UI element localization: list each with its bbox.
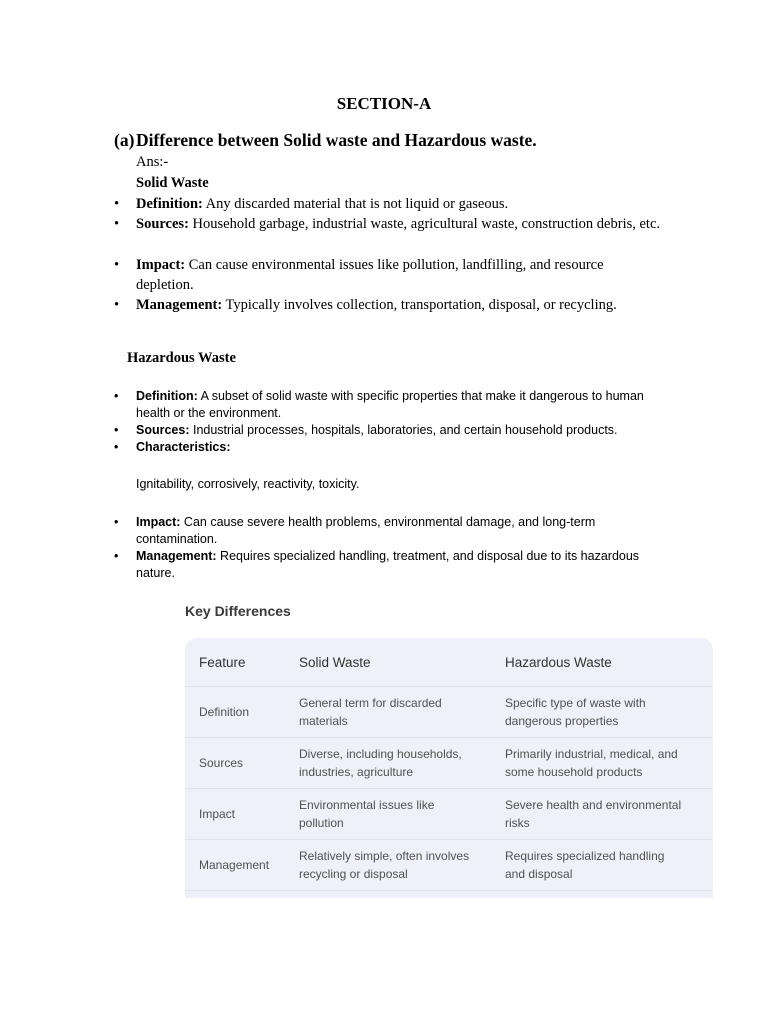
- solid-waste-list: [114, 194, 664, 315]
- cell-text: Specific type of waste with dangerous properties: [505, 696, 646, 728]
- table-header-row: [185, 638, 713, 687]
- list-item: [114, 548, 674, 582]
- item-term: Impact:: [136, 515, 181, 529]
- item-term: Impact:: [136, 257, 186, 273]
- table-cell: Impact: [185, 789, 299, 840]
- cell-text: Environmental issues like pollution: [299, 798, 435, 830]
- list-item: [114, 214, 664, 234]
- item-text: Any discarded material that is not liquid or gaseous.: [202, 196, 509, 212]
- item-text: Can cause severe health problems, environmental damage, and long-term contamination.: [136, 515, 596, 546]
- table-cell: [505, 840, 713, 891]
- item-term: Sources:: [136, 216, 189, 232]
- key-differences-title: Key Differences: [185, 603, 291, 619]
- cell-text: Relatively simple, often involves recycling or disposal: [299, 849, 470, 881]
- characteristics-values: Ignitability, corrosively, reactivity, toxicity.: [136, 477, 360, 491]
- table-cell: Sources: [185, 738, 299, 789]
- item-term: Management:: [136, 297, 223, 313]
- cell-text: Primarily industrial, medical, and some household products: [505, 747, 678, 779]
- question-text: Difference between Solid waste and Hazardous waste.: [136, 130, 537, 150]
- cell-text: Requires specialized handling and disposal: [505, 849, 665, 881]
- table-cell: [299, 789, 505, 840]
- item-term: Management:: [136, 549, 217, 563]
- section-title: SECTION-A: [336, 94, 432, 113]
- column-header-hazardous-waste: Hazardous Waste: [505, 638, 713, 687]
- item-text: Requires specialized handling, treatment, and disposal due to its hazardous nature.: [136, 549, 640, 580]
- question-title: [114, 130, 537, 151]
- column-header-solid-waste: Solid Waste: [299, 638, 505, 687]
- cell-text: General term for discarded materials: [299, 696, 442, 728]
- hazardous-waste-list: [114, 388, 674, 456]
- item-text: A subset of solid waste with specific properties that make it dangerous to human health or the environment.: [136, 389, 644, 420]
- list-item: [114, 439, 674, 456]
- item-term: Definition:: [136, 196, 203, 212]
- list-item: [114, 255, 664, 295]
- table-cell: [505, 738, 713, 789]
- list-item: [114, 295, 664, 315]
- solid-waste-heading: Solid Waste: [136, 175, 209, 191]
- item-text: Household garbage, industrial waste, agricultural waste, construction debris, etc.: [188, 216, 661, 232]
- key-differences-table: [185, 638, 713, 891]
- table-cell: [299, 738, 505, 789]
- hazardous-waste-heading: Hazardous Waste: [127, 350, 236, 366]
- table-cell: [299, 840, 505, 891]
- item-text: Industrial processes, hospitals, laboratories, and certain household products.: [189, 423, 618, 437]
- answer-label: Ans:-: [136, 154, 169, 170]
- cell-text: Severe health and environmental risks: [505, 798, 682, 830]
- table-row: [185, 687, 713, 738]
- question-label: (a): [114, 130, 135, 150]
- hazardous-waste-list-continued: [114, 514, 674, 582]
- table-row: [185, 840, 713, 891]
- item-term: Sources:: [136, 423, 190, 437]
- table-cell: [299, 687, 505, 738]
- list-item: [114, 388, 674, 422]
- list-item: [114, 422, 674, 439]
- cell-text: Diverse, including households, industries, agriculture: [299, 747, 462, 779]
- table-row: [185, 738, 713, 789]
- item-term: Definition:: [136, 389, 198, 403]
- key-differences-table-card: [185, 638, 713, 898]
- table-cell: Management: [185, 840, 299, 891]
- table-cell: [505, 789, 713, 840]
- table-cell: Definition: [185, 687, 299, 738]
- list-item: [114, 514, 674, 548]
- table-row: [185, 789, 713, 840]
- table-cell: [505, 687, 713, 738]
- list-item: [114, 194, 664, 214]
- item-text: Can cause environmental issues like pollution, landfilling, and resource depletion.: [136, 257, 604, 293]
- item-text: Typically involves collection, transportation, disposal, or recycling.: [222, 297, 617, 313]
- column-header-feature: Feature: [185, 638, 299, 687]
- item-term: Characteristics:: [136, 440, 231, 454]
